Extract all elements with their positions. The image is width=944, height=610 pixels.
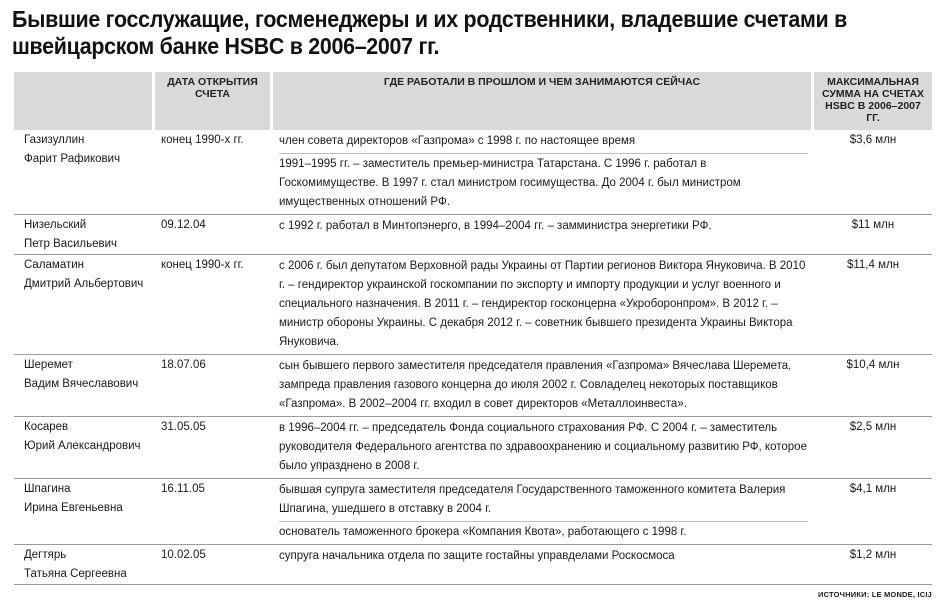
- person-surname: Дегтярь: [24, 549, 67, 561]
- table-row: [14, 417, 932, 479]
- career-cell: [273, 545, 814, 585]
- career-entry: с 1992 г. работал в Минтопэнерго, в 1994–2004 гг. – замминистра энергетики РФ.: [279, 220, 712, 232]
- account-date-cell: 09.12.04: [155, 215, 273, 255]
- career-entry: сын бывшего первого заместителя председателя правления «Газпрома» Вячеслава Шеремета, зампреда правления газового концерна до июля 2002 г. Совладелец некоторых поставщиков «Газпрома». В 2002–2004 гг. входил в совет директоров «Металлоинвеста».: [279, 360, 792, 410]
- person-given-names: Петр Васильевич: [24, 238, 117, 250]
- amount-cell: $10,4 млн: [814, 355, 932, 417]
- person-given-names: Юрий Александрович: [24, 440, 141, 452]
- person-name-cell: [14, 255, 155, 355]
- career-cell: [273, 417, 814, 479]
- page-title: Бывшие госслужащие, госменеджеры и их родственники, владевшие счетами в швейцарском банке HSBC в 2006–2007 гг.: [12, 6, 847, 59]
- header-name: [14, 72, 155, 130]
- career-cell: [273, 215, 814, 255]
- table-row: [14, 479, 932, 545]
- person-name-cell: [14, 545, 155, 585]
- career-entry: член совета директоров «Газпрома» с 1998 г. по настоящее время: [279, 131, 808, 154]
- amount-cell: $2,5 млн: [814, 417, 932, 479]
- amount-cell: $11,4 млн: [814, 255, 932, 355]
- account-date-cell: конец 1990-х гг.: [155, 130, 273, 215]
- person-name-cell: [14, 130, 155, 215]
- person-surname: Газизуллин: [24, 134, 85, 146]
- account-date-cell: 18.07.06: [155, 355, 273, 417]
- header-amount: МАКСИМАЛЬНАЯ СУММА НА СЧЕТАХ HSBC В 2006–2007 ГГ.: [814, 72, 932, 130]
- person-given-names: Вадим Вячеславович: [24, 378, 139, 390]
- source-note: ИСТОЧНИКИ: LE MONDE, ICIJ: [818, 590, 932, 599]
- table-body: [14, 130, 932, 585]
- account-date-cell: конец 1990-х гг.: [155, 255, 273, 355]
- table-row: [14, 545, 932, 585]
- career-cell: [273, 130, 814, 215]
- person-name-cell: [14, 215, 155, 255]
- career-cell: [273, 355, 814, 417]
- person-name-cell: [14, 355, 155, 417]
- career-entry: 1991–1995 гг. – заместитель премьер-министра Татарстана. С 1996 г. работал в Госкомимуществе. В 1997 г. стал министром госимущества. До 2004 г. был министром имущественных отношений РФ.: [279, 158, 741, 208]
- person-name-cell: [14, 417, 155, 479]
- career-entry: бывшая супруга заместителя председателя Государственного таможенного комитета Валерия Шпагина, ушедшего в отставку в 2004 г.: [279, 480, 808, 522]
- amount-cell: $1,2 млн: [814, 545, 932, 585]
- account-date-cell: 10.02.05: [155, 545, 273, 585]
- header-career: ГДЕ РАБОТАЛИ В ПРОШЛОМ И ЧЕМ ЗАНИМАЮТСЯ СЕЙЧАС: [273, 72, 814, 130]
- person-name-cell: [14, 479, 155, 545]
- person-surname: Косарев: [24, 421, 69, 433]
- person-surname: Шпагина: [24, 483, 71, 495]
- table-row: [14, 130, 932, 215]
- account-date-cell: 31.05.05: [155, 417, 273, 479]
- amount-cell: $4,1 млн: [814, 479, 932, 545]
- account-date-cell: 16.11.05: [155, 479, 273, 545]
- career-entry: супруга начальника отдела по защите гостайны управделами Роскосмоса: [279, 550, 675, 562]
- table-row: [14, 355, 932, 417]
- person-surname: Саламатин: [24, 259, 85, 271]
- person-given-names: Татьяна Сергеевна: [24, 568, 127, 580]
- career-entry: в 1996–2004 гг. – председатель Фонда социального страхования РФ. С 2004 г. – заместитель руководителя Федерального агентства по здравоохранению и социальному развитию РФ, которое было упразднено в 2008 г.: [279, 422, 807, 472]
- career-entry: с 2006 г. был депутатом Верховной рады Украины от Партии регионов Виктора Януковича. В 2010 г. – гендиректор украинской госкомпании по экспорту и импорту продукции и услуг военного и специального назначения. В 2011 г. – гендиректор госконцерна «Укроборонпром». В 2012 г. – министр обороны Украины. С декабря 2012 г. – советник бывшего президента Украины Виктора Януковича.: [279, 260, 806, 348]
- career-cell: [273, 255, 814, 355]
- header-row: [14, 72, 932, 130]
- header-date: ДАТА ОТКРЫТИЯ СЧЕТА: [155, 72, 273, 130]
- person-given-names: Ирина Евгеньевна: [24, 502, 123, 514]
- person-surname: Низельский: [24, 219, 87, 231]
- person-given-names: Дмитрий Альбертович: [24, 278, 144, 290]
- person-given-names: Фарит Рафикович: [24, 153, 121, 165]
- amount-cell: $11 млн: [814, 215, 932, 255]
- career-entry: основатель таможенного брокера «Компания Квота», работающего с 1998 г.: [279, 526, 687, 538]
- amount-cell: $3,6 млн: [814, 130, 932, 215]
- table-row: [14, 255, 932, 355]
- person-surname: Шеремет: [24, 359, 73, 371]
- accounts-table: [14, 72, 932, 585]
- career-cell: [273, 479, 814, 545]
- table-row: [14, 215, 932, 255]
